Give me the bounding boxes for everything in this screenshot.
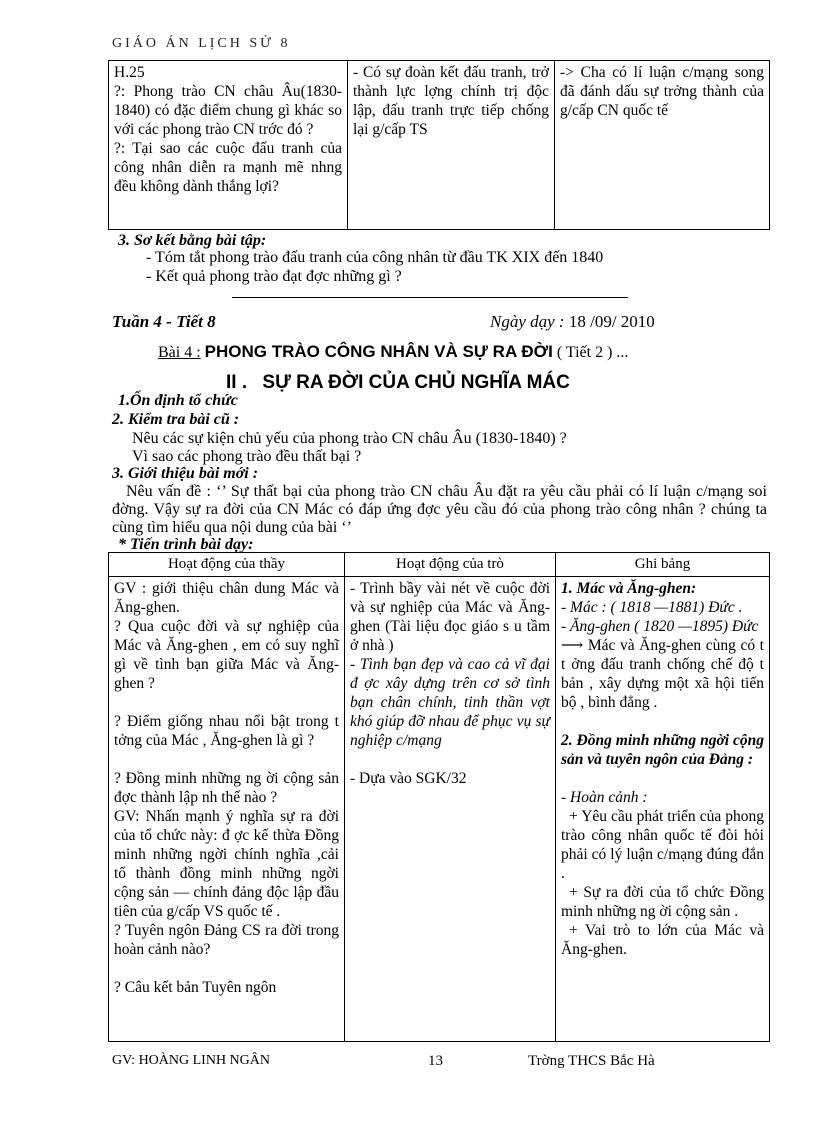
summary-title: 3. Sơ kết bằng bài tập:: [118, 232, 267, 249]
board-marx: - Mác : ( 1818 —1881) Đức .: [561, 599, 743, 616]
section-num: II .: [226, 372, 248, 393]
teacher-cell: [109, 577, 345, 1042]
review-q2: ?: Tại sao các cuộc đấu tranh của công nhân diễn ra mạnh mẽ nhng đều không dành thắng lợi?: [114, 140, 342, 195]
lesson-prefix: Bài 4 :: [158, 344, 201, 361]
section-heading: [226, 372, 570, 394]
arrow-right-icon: ⟶: [561, 637, 584, 654]
step-3-text: Nêu vấn đề : ‘’ Sự thất bại của phong trào CN châu Âu đặt ra yêu cầu phải có lí luận c/mạng soi đờng. Vậy sự ra đời của CN Mác có đáp ứng đợc yêu cầu đó của phong trào công nhân ? chúng ta cùng tìm hiểu qua nội dung của bài ‘’: [112, 483, 767, 536]
review-questions-cell: [109, 61, 348, 230]
review-answer-cell: - Có sự đoàn kết đấu tranh, trở thành lực lợng chính trị độc lập, đấu tranh trực tiếp chống lại g/cấp TS: [348, 61, 555, 230]
teacher-item: ? Điểm giống nhau nổi bật trong t tởng của Mác , Ăng-ghen là gì ?: [114, 713, 339, 749]
step-4: * Tiến trình bài dạy:: [118, 536, 254, 553]
review-q0: H.25: [114, 64, 145, 81]
teacher-item: ? Câu kết bản Tuyên ngôn: [114, 979, 277, 996]
review-q1: ?: Phong trào CN châu Âu(1830-1840) có đặc điểm chung gì khác so với các phong trào CN trớc đó ?: [114, 83, 342, 138]
header-teacher: Hoạt động của thầy: [109, 553, 345, 577]
board-item: + Vai trò to lớn của Mác và Ăng-ghen.: [561, 922, 764, 958]
summary-item-1: - Tóm tắt phong trào đấu tranh của công nhân từ đầu TK XIX đến 1840: [146, 249, 604, 266]
section-title: SỰ RA ĐỜI CỦA CHỦ NGHĨA MÁC: [262, 372, 570, 393]
student-item: - Dựa vào SGK/32: [350, 770, 467, 787]
divider: [232, 297, 628, 298]
header-student: Hoạt động của trò: [345, 553, 556, 577]
lesson-table: [108, 552, 770, 1042]
board-item: + Yêu cầu phát triển của phong trào công nhân quốc tế đòi hỏi phải có lý luận c/mạng đúng đắn .: [561, 808, 764, 882]
footer-teacher: GV: HOÀNG LINH NGÂN: [112, 1053, 270, 1068]
teacher-item: ? Tuyên ngôn Đảng CS ra đời trong hoàn cảnh nào?: [114, 922, 339, 958]
footer-school: Trờng THCS Bắc Hà: [528, 1053, 655, 1069]
step-3: 3. Giới thiệu bài mới :: [112, 465, 259, 482]
step-2-line-2: Vì sao các phong trào đều thất bại ?: [132, 448, 362, 465]
student-item: - Trình bầy vài nét về cuộc đời và sự nghiệp của Mác và Ăng-ghen (Tài liệu đọc giáo s u tầm ở nhà ): [350, 580, 550, 654]
review-table: [108, 60, 770, 230]
header-board: Ghi bảng: [556, 553, 770, 577]
date: [490, 312, 655, 332]
week-label: Tuần 4 - Tiết 8: [112, 312, 216, 331]
page-header: GIÁO ÁN LỊCH SỬ 8: [112, 36, 291, 51]
date-value: 18 /09/ 2010: [568, 312, 655, 331]
teacher-item: ? Đồng minh những ng ời cộng sản đợc thành lập nh thế nào ?: [114, 770, 339, 806]
summary-item-2: - Kết quả phong trào đạt đợc những gì ?: [146, 268, 402, 285]
teacher-item: GV: Nhấn mạnh ý nghĩa sự ra đời của tổ chức này: đ ợc kế thừa Đồng minh những ngời chính nghĩa ,cải tổ thành đồng minh những ngời cộng sản — chính đảng độc lập đầu tiên của g/cấp VS quốc tế .: [114, 808, 339, 920]
board-heading-2: 2. Đồng minh những ngời cộng sản và tuyên ngôn của Đảng :: [561, 732, 764, 768]
teacher-item: GV : giới thiệu chân dung Mác và Ăng-ghen.: [114, 580, 339, 616]
board-conclusion: [561, 636, 764, 712]
board-cell: [556, 577, 770, 1042]
lesson-name: PHONG TRÀO CÔNG NHÂN VÀ SỰ RA ĐỜI: [204, 342, 553, 361]
step-2: 2. Kiểm tra bài cũ :: [112, 411, 240, 428]
date-label: Ngày dạy :: [490, 312, 565, 331]
board-item: + Sự ra đời của tổ chức Đồng minh những ng ời cộng sản .: [561, 884, 764, 920]
page-number: 13: [428, 1053, 443, 1069]
student-cell: [345, 577, 556, 1042]
teacher-item: ? Qua cuộc đời và sự nghiệp của Mác và Ăng-ghen , em có suy nghĩ gì về tình bạn giữa Mác và Ăng-ghen ?: [114, 618, 339, 692]
step-1: 1.Ổn định tổ chức: [118, 392, 238, 409]
step-2-line-1: Nêu các sự kiện chủ yếu của phong trào CN châu Âu (1830-1840) ?: [132, 430, 567, 447]
board-context: - Hoàn cảnh :: [561, 789, 648, 806]
board-heading-1: 1. Mác và Ăng-ghen:: [561, 580, 697, 597]
student-item: - Tình bạn đẹp và cao cả vĩ đại đ ợc xây dựng trên cơ sở tình bạn chân chính, tinh thần vợt khó giúp đỡ nhau để phục vụ sự nghiệp c/mạng: [350, 656, 550, 749]
board-engels: - Ăng-ghen ( 1820 —1895) Đức: [561, 618, 759, 635]
lesson-part: ( Tiết 2 ) ...: [556, 344, 629, 361]
lesson-title: [158, 342, 628, 362]
review-conclusion-cell: -> Cha có lí luận c/mạng song đã đánh dấu sự trởng thành của g/cấp CN quốc tế: [555, 61, 770, 230]
board-conclusion-text: Mác và Ăng-ghen cùng có t t ởng đấu tranh chống chế độ t bản , xây dựng một xã hội tiến bộ , bình đẳng .: [561, 637, 764, 711]
